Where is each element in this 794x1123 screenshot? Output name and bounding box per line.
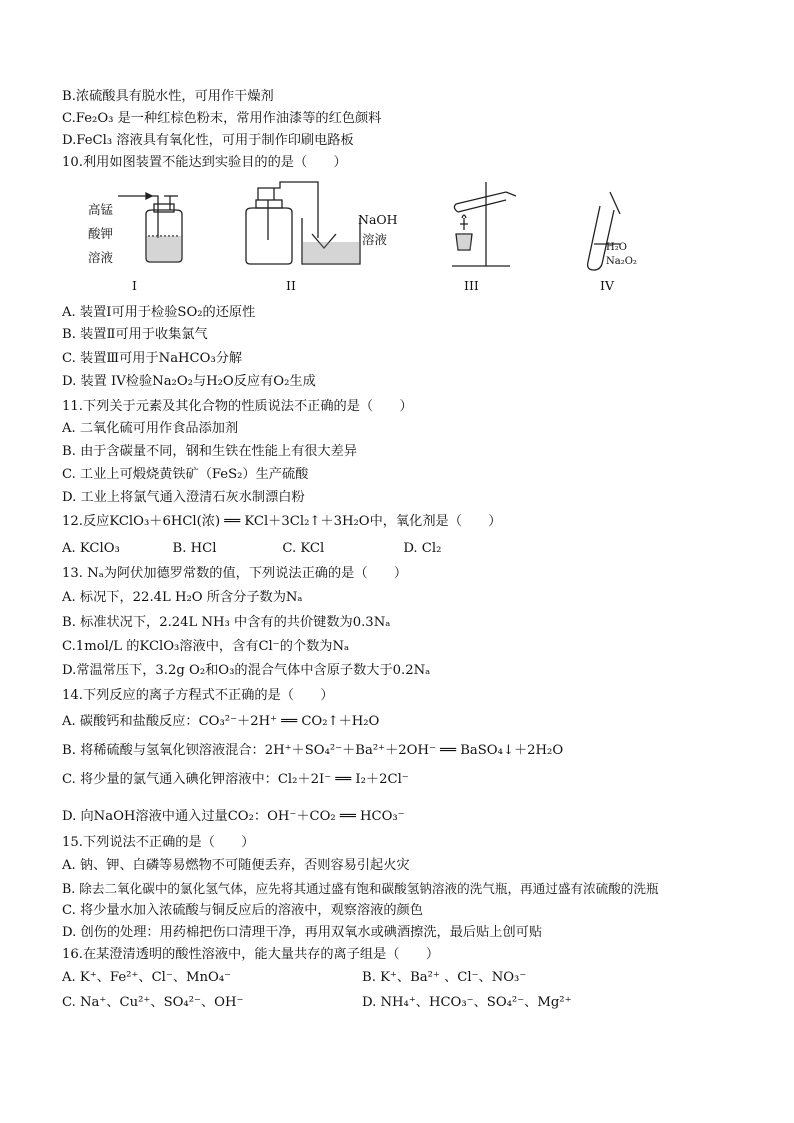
q13-option-a: A. 标况下，22.4L H₂O 所含分子数为Nₐ (62, 590, 303, 605)
q16-stem: 16.在某澄清透明的酸性溶液中，能大量共存的离子组是（ ） (62, 947, 440, 962)
apparatus-3-flame (457, 235, 471, 249)
label-naoh-solution: 溶液 (362, 232, 388, 247)
label-rongye: 溶液 (88, 250, 114, 265)
q16-option-d: D. NH₄⁺、HCO₃⁻、SO₄²⁻、Mg²⁺ (362, 995, 572, 1010)
q10-option-c: C. 装置Ⅲ可用于NaHCO₃分解 (62, 351, 243, 366)
label-suanjia: 酸钾 (88, 226, 114, 241)
q15-option-b: B. 除去二氧化碳中的氯化氢气体，应先将其通过盛有饱和碳酸氢钠溶液的洗气瓶，再通过盛有浓硫酸的洗瓶 (62, 881, 659, 896)
q11-option-d: D. 工业上将氯气通入澄清石灰水制漂白粉 (62, 490, 305, 505)
q9-option-b: B.浓硫酸具有脱水性，可用作干燥剂 (62, 89, 274, 104)
q15-option-d: D. 创伤的处理：用药棉把伤口清理干净，再用双氧水或碘酒擦洗，最后贴上创可贴 (62, 925, 543, 940)
q16-option-c: C. Na⁺、Cu²⁺、SO₄²⁻、OH⁻ (62, 995, 244, 1010)
label-na2o2: Na₂O₂ (606, 256, 637, 267)
q11-option-b: B. 由于含碳量不同，钢和生铁在性能上有很大差异 (62, 444, 358, 459)
q10-option-d: D. 装置 IV检验Na₂O₂与H₂O反应有O₂生成 (62, 374, 316, 389)
q14-option-d: D. 向NaOH溶液中通入过量CO₂：OH⁻＋CO₂ ══ HCO₃⁻ (62, 809, 405, 824)
caption-4: IV (600, 278, 614, 293)
apparatus-figure (60, 178, 740, 298)
label-h2o: H₂O (606, 242, 627, 253)
q15-option-c: C. 将少量水加入浓硫酸与铜反应后的溶液中，观察溶液的颜色 (62, 903, 423, 918)
q13-option-b: B. 标准状况下，2.24L NH₃ 中含有的共价键数为0.3Nₐ (62, 615, 391, 630)
q10-option-a: A. 装置Ⅰ可用于检验SO₂的还原性 (62, 305, 256, 320)
caption-3: III (464, 278, 479, 293)
q11-option-c: C. 工业上可煅烧黄铁矿（FeS₂）生产硫酸 (62, 467, 309, 482)
caption-2: II (286, 278, 296, 293)
q9-option-c: C.Fe₂O₃ 是一种红棕色粉末，常用作油漆等的红色颜料 (62, 111, 382, 126)
apparatus-3 (452, 182, 516, 266)
label-naoh: NaOH (358, 212, 398, 227)
q15-stem: 15.下列说法不正确的是（ ） (62, 835, 255, 850)
q14-option-c: C. 将少量的氯气通入碘化钾溶液中：Cl₂＋2I⁻ ══ I₂＋2Cl⁻ (62, 772, 409, 787)
q16-option-b: B. K⁺、Ba²⁺ 、Cl⁻、NO₃⁻ (362, 970, 527, 985)
apparatus-2-liquid (303, 242, 359, 263)
apparatus-1-liquid (147, 236, 181, 261)
apparatus-drawing (60, 178, 740, 298)
q13-option-d: D.常温常压下，3.2g O₂和O₃的混合气体中含原子数大于0.2Nₐ (62, 663, 431, 678)
label-gaomeng: 高锰 (88, 202, 114, 217)
q15-option-a: A. 钠、钾、白磷等易燃物不可随便丢弃，否则容易引起火灾 (62, 858, 410, 873)
q16-option-a: A. K⁺、Fe²⁺、Cl⁻、MnO₄⁻ (62, 970, 232, 985)
q9-option-d: D.FeCl₃ 溶液具有氧化性，可用于制作印刷电路板 (62, 133, 354, 148)
q14-stem: 14.下列反应的离子方程式不正确的是（ ） (62, 688, 334, 703)
q11-option-a: A. 二氧化硫可用作食品添加剂 (62, 421, 239, 436)
q12-options: A. KClO₃ B. HCl C. KCl D. Cl₂ (62, 541, 442, 556)
q11-stem: 11.下列关于元素及其化合物的性质说法不正确的是（ ） (62, 399, 413, 414)
q13-stem: 13. Nₐ为阿伏加德罗常数的值，下列说法正确的是（ ） (62, 566, 408, 581)
q14-option-a: A. 碳酸钙和盐酸反应：CO₃²⁻＋2H⁺ ══ CO₂↑＋H₂O (62, 714, 380, 729)
q14-option-b: B. 将稀硫酸与氢氧化钡溶液混合：2H⁺＋SO₄²⁻＋Ba²⁺＋2OH⁻ ══ BaSO₄↓＋2H₂O (62, 743, 564, 758)
q10-option-b: B. 装置Ⅱ可用于收集氯气 (62, 327, 208, 342)
q12-stem: 12.反应KClO₃＋6HCl(浓) ══ KCl＋3Cl₂↑＋3H₂O中，氧化剂是（ ） (62, 514, 502, 529)
q13-option-c: C.1mol/L 的KClO₃溶液中，含有Cl⁻的个数为Nₐ (62, 639, 350, 654)
caption-1: I (132, 278, 137, 293)
q10-stem: 10.利用如图装置不能达到实验目的的是（ ） (62, 155, 347, 170)
